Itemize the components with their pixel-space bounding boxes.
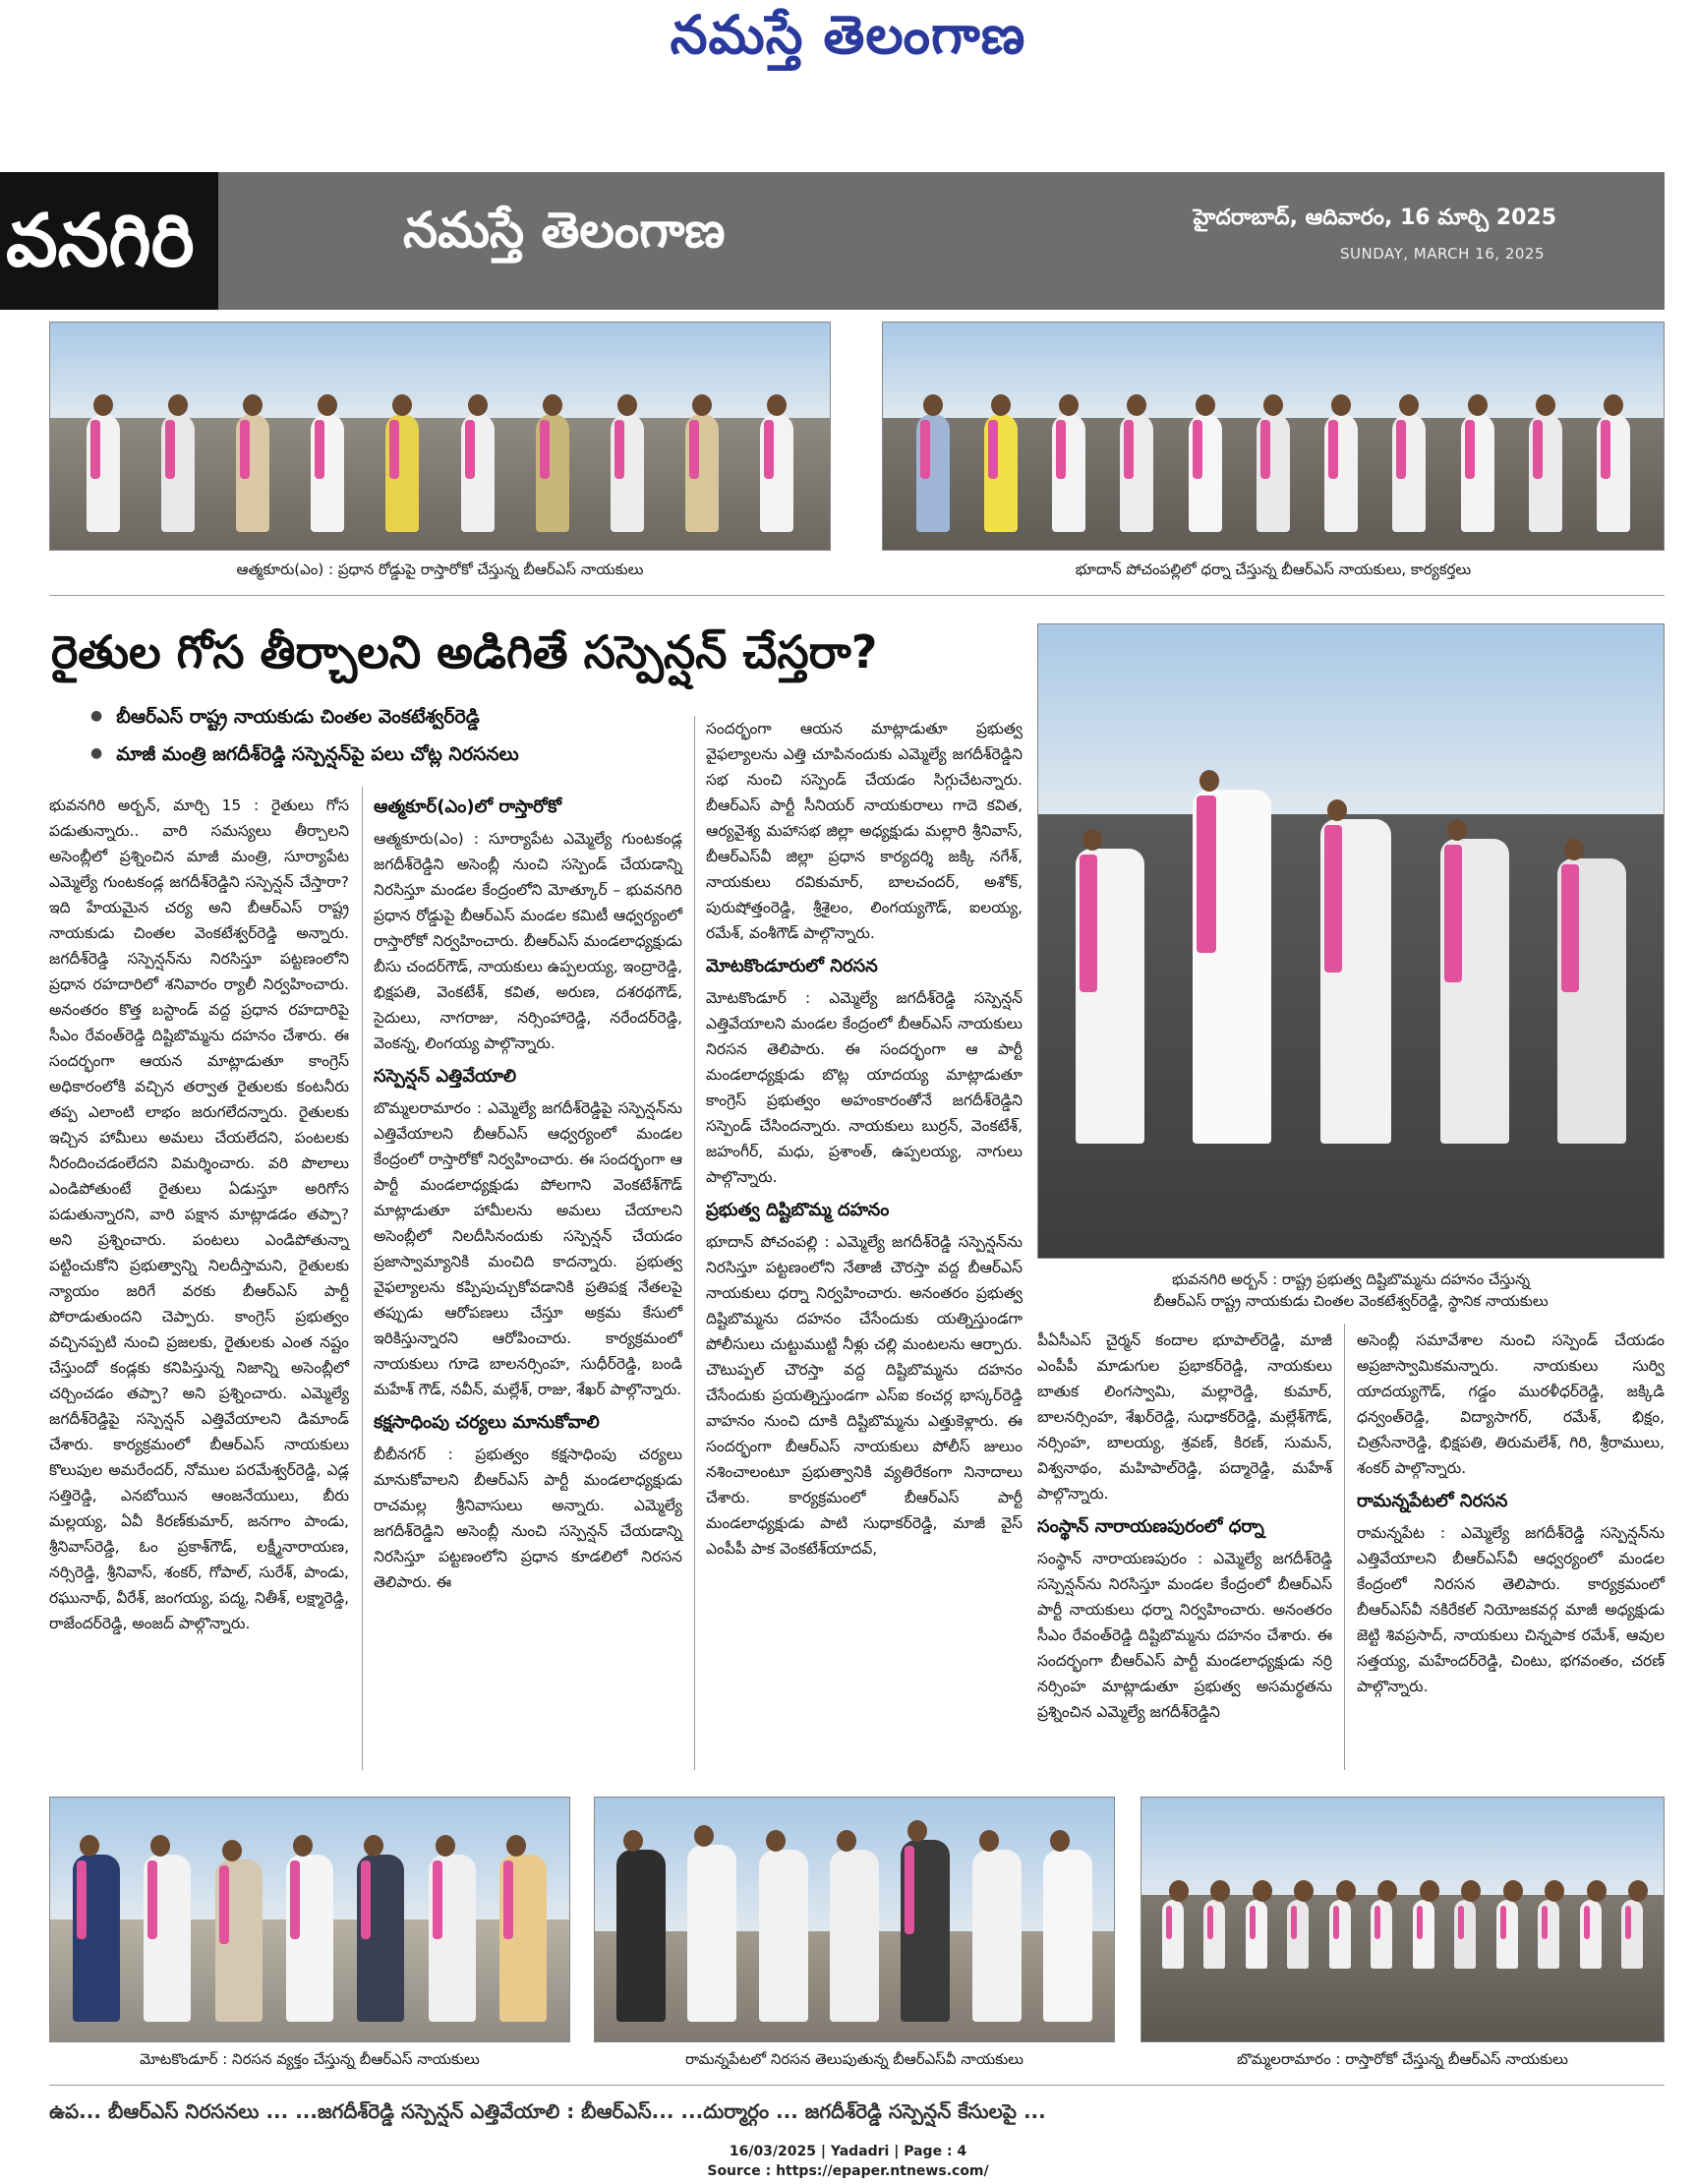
next-article-strip: ఉప... బీఆర్‌ఎస్ నిరసనలు ... ...జగదీశ్‌రెడ్డి సస్పెన్షన్ ఎత్తివేయాలి : బీఆర్‌ఎస్... ...దుర్మార్గం ... జగదీశ్‌రెడ్డి సస్పెన్షన్ కేసులపై ... xyxy=(49,2099,1046,2123)
body-text: సంస్థాన్ నారాయణపురం : ఎమ్మెల్యే జగదీశ్‌రెడ్డి సస్పెన్షన్‌ను నిరసిస్తూ మండల కేంద్రంలో బీఆర్‌ఎస్ పార్టీ నాయకులు ధర్నా నిర్వహించారు. అనంతరం సీఎం రేవంత్‌రెడ్డి దిష్టిబొమ్మను దహనం చేశారు. ఈ సందర్భంగా బీఆర్‌ఎస్ పార్టీ మండలాధ్యక్షుడు నర్రి నర్సింహ మాట్లాడుతూ ప్రభుత్వ అసమర్థతను ప్రశ్నించిన ఎమ్మెల్యే జగదీశ్‌రెడ్డిని xyxy=(1037,1550,1332,1721)
edition-name: వనగిరి xyxy=(0,172,218,310)
column-divider xyxy=(1344,1324,1345,1770)
body-text: మోటకొండూర్ : ఎమ్మెల్యే జగదీశ్‌రెడ్డి సస్పెన్షన్ ఎత్తివేయాలని మండల కేంద్రంలో బీఆర్‌ఎస్ నాయకులు నిరసన తెలిపారు. ఈ సందర్భంగా ఆ పార్టీ మండలాధ్యక్షుడు బొట్ల యాదయ్య మాట్లాడుతూ కాంగ్రెస్ ప్రభుత్వం అహంకారంతోనే జగదీశ్‌రెడ్డిని సస్పెండ్ చేసిందన్నారు. నాయకులు బుర్రన్, వెంకటేశ్, జహంగీర్, మధు, ప్రశాంత్, ఉప్పలయ్య, నాగులు పాల్గొన్నారు. xyxy=(706,989,1023,1186)
band-logo: నమస్తే తెలంగాణ xyxy=(403,202,726,259)
photo-bommalaramaram-rastaroko xyxy=(1140,1797,1665,2042)
body-text: భువనగిరి అర్బన్, మార్చి 15 : రైతులు గోస పడుతున్నారు.. వారి సమస్యలు తీర్చాలని అసెంబ్లీలో ప్రశ్నించిన మాజీ మంత్రి, సూర్యాపేట ఎమ్మెల్యే గుంటకండ్ల జగదీశ్‌రెడ్డిని సస్పెన్షన్ చేస్తారా? ఇది హేయమైన చర్య అని బీఆర్‌ఎస్ రాష్ట్ర నాయకుడు చింతల వెంకటేశ్వర్‌రెడ్డి అన్నారు. జగదీశ్‌రెడ్డి సస్పెన్షన్‌ను నిరసిస్తూ పట్టణంలోని ప్రధాన రహదారిలో శనివారం ర్యాలీ నిర్వహించారు. అనంతరం కొత్త బస్టాండ్ వద్ద ప్రధాన రహదారిపై సీఎం రేవంత్‌రెడ్డి దిష్టిబొమ్మను దహనం చేశారు. ఈ సందర్భంగా ఆయన మాట్లాడుతూ కాంగ్రెస్ అధికారంలోకి వచ్చిన తర్వాత రైతులకు కంటనీరు తప్ప ఎలాంటి లాభం జరుగలేదన్నారు. రైతులకు ఇచ్చిన హామీలు అమలు చేయలేదని, పంటలకు నీరందించడంలేదని విమర్శించారు. వరి పొలాలు ఎండిపోతుంటే రైతులు ఏడుస్తూ అరిగోస పడుతున్నారని, వారి పక్షాన మాట్లాడడం తప్పా? అని ప్రశ్నించారు. పంటలు ఎండిపోతున్నా పట్టించుకోని ప్రభుత్వాన్ని నిలదీస్తామని, రైతులకు న్యాయం జరిగే వరకు బీఆర్‌ఎస్ పార్టీ పోరాడుతుందని చెప్పారు. కాంగ్రెస్ ప్రభుత్వం వచ్చినప్పటి నుంచి ప్రజలకు, రైతులకు ఎంత నష్టం చేస్తుందో కండ్లకు కనిపిస్తున్న నిజాన్ని అసెంబ్లీలో చర్చించడం తప్పా? అని ప్రశ్నించారు. ఎమ్మెల్యే జగదీశ్‌రెడ్డిపై సస్పెన్షన్ ఎత్తివేయాలని డిమాండ్ చేశారు. కార్యక్రమంలో బీఆర్‌ఎస్ నాయకులు కొలుపుల అమరేందర్, నోముల పరమేశ్వర్‌రెడ్డి, ఎడ్ల సత్తిరెడ్డి, ఎనబోయిన ఆంజనేయులు, బీరు మల్లయ్య, ఏవీ కిరణ్‌కుమార్, జనగాం పాండు, శ్రీనివాస్‌రెడ్డి, ఓం ప్రకాశ్‌గౌడ్, లక్ష్మీనారాయణ, నర్సిరెడ్డి, శ్రీనివాస్, శంకర్, గోపాల్, సురేశ్, పాండు, రఘునాథ్, వీరేశ్, జంగయ్య, పద్మ, నితీశ్, లక్ష్మారెడ్డి, రాజేందర్‌రెడ్డి, అంజద్ పాల్గొన్నారు. xyxy=(49,797,349,1632)
body-text: రామన్నపేట : ఎమ్మెల్యే జగదీశ్‌రెడ్డి సస్పెన్షన్‌ను ఎత్తివేయాలని బీఆర్‌ఎస్‌వీ ఆధ్వర్యంలో మండల కేంద్రంలో నిరసన తెలిపారు. కార్యక్రమంలో బీఆర్‌ఎస్‌వీ నకిరేకల్ నియోజకవర్గ మాజీ అధ్యక్షుడు జెట్టి శివప్రసాద్, నాయకులు చిన్నపాక రమేశ్, ఆవుల సత్తయ్య, మహేందర్‌రెడ్డి, చింటు, భగవంతం, చరణ్ పాల్గొన్నారు. xyxy=(1357,1524,1665,1695)
body-text: భూదాన్ పోచంపల్లి : ఎమ్మెల్యే జగదీశ్‌రెడ్డి సస్పెన్షన్‌ను నిరసిస్తూ పట్టణంలోని నేతాజీ చౌరస్తా వద్ద బీఆర్‌ఎస్ నాయకులు ధర్నా నిర్వహించారు. అనంతరం ప్రభుత్వ దిష్టిబొమ్మను దహనం చేసేందుకు యత్నిస్తుండగా పోలీసులు చుట్టుముట్టి నీళ్లు చల్లి మంటలను ఆర్పారు. చౌటుప్పల్ చౌరస్తా వద్ద దిష్టిబొమ్మను దహనం చేసేందుకు ప్రయత్నిస్తుండగా ఎస్‌ఐ కంచర్ల భాస్కర్‌రెడ్డి వాహనం నుంచి దూకి దిష్టిబొమ్మను ఎత్తుకెళ్లారు. ఈ సందర్భంగా బీఆర్‌ఎస్ నాయకులు పోలీస్ జులుం నశించాలంటూ ప్రభుత్వానికి వ్యతిరేకంగా నినాదాలు చేశారు. కార్యక్రమంలో బీఆర్‌ఎస్ పార్టీ మండలాధ్యక్షుడు పాటి సుధాకర్‌రెడ్డి, మాజీ వైస్ ఎంపీపీ పాక వెంకటేశ్‌యాదవ్, xyxy=(706,1233,1023,1558)
section-heading: రామన్నపేటలో నిరసన xyxy=(1357,1491,1508,1511)
date-english: SUNDAY, MARCH 16, 2025 xyxy=(1340,245,1545,263)
column-divider xyxy=(362,787,363,1770)
photo-caption: భువనగిరి అర్బన్ : రాష్ట్ర ప్రభుత్వ దిష్టిబొమ్మను దహనం చేస్తున్న xyxy=(1171,1270,1531,1288)
article-column-2 xyxy=(374,787,682,1595)
body-text: సందర్భంగా ఆయన మాట్లాడుతూ ప్రభుత్వ వైఫల్యాలను ఎత్తి చూపినందుకు ఎమ్మెల్యే జగదీశ్‌రెడ్డిని సభ నుంచి సస్పెండ్ చేయడం సిగ్గుచేటన్నారు. బీఆర్‌ఎస్ పార్టీ సీనియర్ నాయకురాలు గాదె కవిత, ఆర్యవైశ్య మహాసభ జిల్లా అధ్యక్షుడు మల్లారి శ్రీనివాస్, బీఆర్‌ఎస్‌వీ జిల్లా ప్రధాన కార్యదర్శి జక్కి నగేశ్, నాయకులు రవికుమార్, బాలచందర్, అశోక్, పురుషోత్తంరెడ్డి, శ్రీశైలం, లింగయ్యగౌడ్, ఐలయ్య, రమేశ్, వంశీగౌడ్ పాల్గొన్నారు. xyxy=(706,720,1023,942)
photo-bhuvanagiri-effigy-burning xyxy=(1037,623,1665,1259)
subheading-bullet: ● బీఆర్‌ఎస్ రాష్ట్ర నాయకుడు చింతల వెంకటేశ్వర్‌రెడ్డి xyxy=(90,706,480,733)
column-divider xyxy=(694,716,695,1770)
article-column-1 xyxy=(49,793,349,1636)
section-heading: కక్షసాధింపు చర్యలు మానుకోవాలి xyxy=(374,1412,600,1433)
section-heading: సంస్థాన్ నారాయణపురంలో ధర్నా xyxy=(1037,1516,1264,1537)
section-heading: ఆత్మకూర్(ఎం)లో రాస్తారోకో xyxy=(374,797,561,817)
article-column-4 xyxy=(1037,1328,1332,1725)
subheading-bullet: ● మాజీ మంత్రి జగదీశ్‌రెడ్డి సస్పెన్షన్‌పై పలు చోట్ల నిరసనలు xyxy=(90,743,519,770)
edition-band xyxy=(0,172,1665,310)
section-heading: ప్రభుత్వ దిష్టిబొమ్మ దహనం xyxy=(706,1200,890,1220)
article-column-5 xyxy=(1357,1328,1665,1699)
article-headline: రైతుల గోస తీర్చాలని అడిగితే సస్పెన్షన్ చేస్తరా? xyxy=(51,625,878,679)
photo-caption: భూదాన్ పోచంపల్లిలో ధర్నా చేస్తున్న బీఆర్‌ఎస్ నాయకులు, కార్యకర్తలు xyxy=(1075,561,1472,578)
body-text: బీబీనగర్ : ప్రభుత్వం కక్షసాధింపు చర్యలు మానుకోవాలని బీఆర్‌ఎస్ పార్టీ మండలాధ్యక్షుడు రాచమల్ల శ్రీనివాసులు అన్నారు. ఎమ్మెల్యే జగదీశ్‌రెడ్డిని అసెంబ్లీ నుంచి సస్పెన్షన్ చేయడాన్ని నిరసిస్తూ పట్టణంలోని ప్రధాన కూడలిలో నిరసన తెలిపారు. ఈ xyxy=(374,1446,682,1591)
section-heading: సస్పెన్షన్ ఎత్తివేయాలి xyxy=(374,1066,517,1087)
date-telugu: హైదరాబాద్, ఆదివారం, 16 మార్చి 2025 xyxy=(1193,206,1556,230)
body-text: అసెంబ్లీ సమావేశాల నుంచి సస్పెండ్ చేయడం అప్రజాస్వామికమన్నారు. నాయకులు సుర్వి యాదయ్యగౌడ్, గడ్డం మురళీధర్‌రెడ్డి, జక్కిడి ధన్వంత్‌రెడ్డి, విద్యాసాగర్, రమేశ్, భిక్షం, చిత్రసేనారెడ్డి, భిక్షపతి, తిరుమలేశ్, గిరి, శ్రీరాములు, శంకర్ పాల్గొన్నారు. xyxy=(1357,1331,1665,1477)
newspaper-logo: నమస్తే తెలంగాణ xyxy=(670,4,1026,66)
photo-pochampally-dharna xyxy=(882,322,1665,551)
masthead xyxy=(0,0,1696,89)
photo-caption: బొమ్మలరామారం : రాస్తారోకో చేస్తున్న బీఆర్‌ఎస్ నాయకులు xyxy=(1237,2050,1568,2068)
body-text: పీఏసీఎస్ చైర్మన్ కందాల భూపాల్‌రెడ్డి, మాజీ ఎంపీపీ మాడుగుల ప్రభాకర్‌రెడ్డి, నాయకులు బాతుక లింగస్వామి, మల్లారెడ్డి, కుమార్, బాలనర్సింహ, శేఖర్‌రెడ్డి, సుధాకర్‌రెడ్డి, మల్లేశ్‌గౌడ్, నర్సింహ, బాలయ్య, శ్రవణ్, కిరణ్, సుమన్, విశ్వనాథం, మహిపాల్‌రెడ్డి, పద్మారెడ్డి, మహేశ్ పాల్గొన్నారు. xyxy=(1037,1331,1332,1503)
section-heading: మోటకొండూరులో నిరసన xyxy=(706,956,878,976)
divider xyxy=(49,2085,1665,2086)
photo-caption: బీఆర్‌ఎస్ రాష్ట్ర నాయకుడు చింతల వెంకటేశ్వర్‌రెడ్డి, స్థానిక నాయకులు xyxy=(1153,1292,1549,1310)
article-column-3 xyxy=(706,716,1023,1562)
photo-caption: రామన్నపేటలో నిరసన తెలుపుతున్న బీఆర్‌ఎస్‌వీ నాయకులు xyxy=(684,2050,1023,2068)
photo-atmakur-rastaroko xyxy=(49,322,831,551)
source-link[interactable]: Source : https://epaper.ntnews.com/ xyxy=(707,2163,989,2179)
body-text: ఆత్మకూరు(ఎం) : సూర్యాపేట ఎమ్మెల్యే గుంటకండ్ల జగదీశ్‌రెడ్డిని అసెంబ్లీ నుంచి సస్పెండ్ చేయడాన్ని నిరసిస్తూ మండల కేంద్రంలోని మోత్కూర్ – భువనగిరి ప్రధాన రోడ్డుపై బీఆర్‌ఎస్ మండల కమిటీ ఆధ్వర్యంలో రాస్తారోకో నిర్వహించారు. బీఆర్‌ఎస్ మండలాధ్యక్షుడు బీసు చందర్‌గౌడ్, నాయకులు ఉప్పలయ్య, ఇంద్రారెడ్డి, భిక్షపతి, వెంకటేశ్, కవిత, అరుణ, దశరథగౌడ్, సైదులు, నాగరాజు, నర్సింహారెడ్డి, నరేందర్‌రెడ్డి, వెంకన్న, లింగయ్య పాల్గొన్నారు. xyxy=(374,830,682,1052)
divider xyxy=(49,595,1665,596)
photo-caption: మోటకొండూర్ : నిరసన వ్యక్తం చేస్తున్న బీఆర్‌ఎస్ నాయకులు xyxy=(140,2050,480,2068)
photo-caption: ఆత్మకూరు(ఎం) : ప్రధాన రోడ్డుపై రాస్తారోకో చేస్తున్న బీఆర్‌ఎస్ నాయకులు xyxy=(236,561,644,578)
photo-ramannapet-protest xyxy=(594,1797,1115,2042)
page-info: 16/03/2025 | Yadadri | Page : 4 xyxy=(729,2144,967,2159)
photo-motakondur-protest xyxy=(49,1797,570,2042)
body-text: బొమ్మలరామారం : ఎమ్మెల్యే జగదీశ్‌రెడ్డిపై సస్పెన్షన్‌ను ఎత్తివేయాలని బీఆర్‌ఎస్ ఆధ్వర్యంలో మండల కేంద్రంలో రాస్తారోకో నిర్వహించారు. ఈ సందర్భంగా ఆ పార్టీ మండలాధ్యక్షుడు పోలగాని వెంకటేశ్‌గౌడ్ మాట్లాడుతూ హామీలను అమలు చేయాలని అసెంబ్లీలో నిలదీసినందుకు సస్పెన్షన్ చేయడం ప్రజాస్వామ్యానికి మంచిది కాదన్నారు. ప్రభుత్వ వైఫల్యాలను కప్పిపుచ్చుకోవడానికి ప్రతిపక్ష నేతలపై తప్పుడు ఆరోపణలు చేస్తూ అక్రమ కేసులో ఇరికిస్తున్నారని ఆరోపించారు. కార్యక్రమంలో నాయకులు గూడె బాలనర్సింహ, సుధీర్‌రెడ్డి, బండి మహేశ్ గౌడ్, నవీన్, మల్లేశ్, రాజు, శేఖర్ పాల్గొన్నారు. xyxy=(374,1099,682,1398)
